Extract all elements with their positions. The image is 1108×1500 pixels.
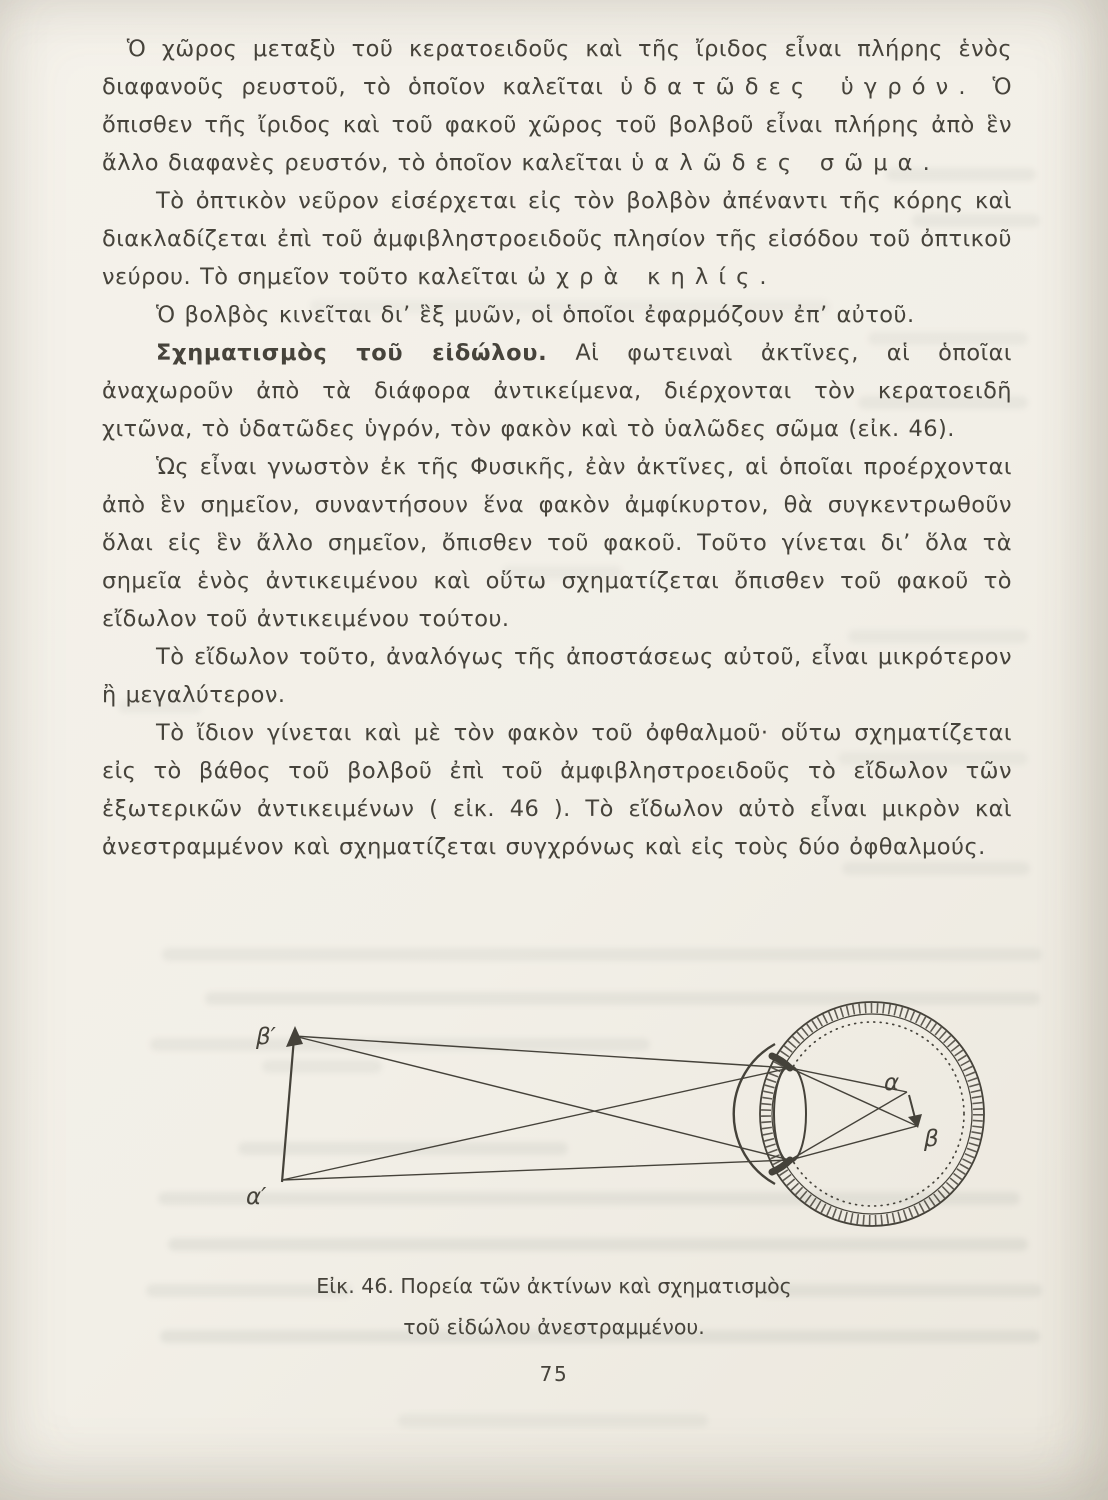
label-object-bottom: α′ (246, 1184, 267, 1210)
emphasized-term-vitreous-body: ὑαλῶδες σῶμα. (631, 150, 940, 176)
page-number: 75 (539, 1362, 569, 1386)
label-image-top: α (884, 1070, 900, 1096)
figure-46 (0, 992, 1108, 1348)
diagram-labels (246, 1024, 939, 1210)
caption-line-1: Εἰκ. 46. Πορεία τῶν ἀκτίνων καὶ σχηματισμὸς (316, 1274, 792, 1298)
ray-base-through-lens-top (282, 1068, 907, 1180)
body-text: Αἱ φωτειναὶ ἀκτῖνες, αἱ ὁποῖαι ἀναχωροῦν ἀπὸ τὰ διάφορα ἀντικείμενα, διέρχονται τὸν κερατοειδῆ χιτῶνα, τὸ ὑδατῶδες ὑγρόν, τὸν φακὸν καὶ τὸ ὑαλῶδες σῶμα (εἰκ. 46). (102, 340, 1012, 442)
ray-base-through-lens-bottom (282, 1092, 907, 1180)
paragraph-retinal-image (102, 714, 1012, 866)
section-lead-image-formation: Σχηματισμὸς τοῦ εἰδώλου. (156, 340, 548, 366)
paragraph-image-size (102, 638, 1012, 714)
ray-tip-through-lens-bottom (294, 1036, 917, 1160)
body-text: Ὁ ὄπισθεν τῆς ἴριδος καὶ τοῦ φακοῦ χῶρος τοῦ βολβοῦ εἶναι πλήρης ἀπὸ ἓν ἄλλο διαφανὲς ρευστόν, τὸ ὁποῖον καλεῖται (102, 74, 1013, 176)
figure-caption (0, 1266, 1108, 1348)
emphasized-term-macula: ὠχρὰ κηλίς. (527, 264, 777, 290)
label-image-bottom: β (924, 1126, 939, 1152)
body-text: Τὸ ὀπτικὸν νεῦρον εἰσέρχεται εἰς τὸν βολβὸν ἀπέναντι τῆς κόρης καὶ διακλαδίζεται ἐπὶ τοῦ ἀμφιβληστροειδοῦς πλησίον τῆς εἰσόδου τοῦ ὀπτικοῦ νεύρου. Τὸ σημεῖον τοῦτο καλεῖται (102, 188, 1012, 290)
eye-globe (734, 1002, 984, 1226)
bleed-through-artifact (162, 948, 1042, 961)
paragraph-humors (102, 30, 1012, 182)
caption-line-2: τοῦ εἰδώλου ἀνεστραμμένου. (403, 1315, 705, 1339)
paragraph-eye-muscles (102, 296, 1012, 334)
body-text: Τὸ ἴδιον γίνεται καὶ μὲ τὸν φακὸν τοῦ ὀφθαλμοῦ· οὕτω σχηματίζεται εἰς τὸ βάθος τοῦ βολβοῦ ἐπὶ τοῦ ἀμφιβληστροειδοῦς τὸ εἴδωλον τῶν ἐξωτερικῶν ἀντικειμένων ( εἰκ. 46 ). Τὸ εἴδωλον αὐτὸ εἶναι μικρὸν καὶ ἀνεστραμμένον καὶ σχηματίζεται συγχρόνως καὶ εἰς τοὺς δύο ὀφθαλμούς. (102, 720, 1012, 860)
body-text: Ὡς εἶναι γνωστὸν ἐκ τῆς Φυσικῆς, ἐὰν ἀκτῖνες, αἱ ὁποῖαι προέρχονται ἀπὸ ἓν σημεῖον, συναντήσουν ἕνα φακὸν ἀμφίκυρτον, θὰ συγκεντρωθοῦν ὅλαι εἰς ἓν ἄλλο σημεῖον, ὄπισθεν τοῦ φακοῦ. Τοῦτο γίνεται δι’ ὅλα τὰ σημεῖα ἑνὸς ἀντικειμένου καὶ οὕτω σχηματίζεται ὄπισθεν τοῦ φακοῦ τὸ εἴδωλον τοῦ ἀντικειμένου τούτου. (102, 454, 1012, 632)
lens-shape (774, 1066, 806, 1162)
body-text: Τὸ εἴδωλον τοῦτο, ἀναλόγως τῆς ἀποστάσεως αὐτοῦ, εἶναι μικρότερον ἢ μεγαλύτερον. (102, 644, 1012, 708)
label-object-top: β′ (256, 1024, 276, 1050)
bleed-through-artifact (398, 1414, 708, 1427)
body-text: Ὁ χῶρος μεταξὺ τοῦ κερατοειδοῦς καὶ τῆς ἴριδος εἶναι πλήρης ἑνὸς διαφανοῦς ρευστοῦ, τὸ ὁποῖον καλεῖται (102, 36, 1012, 100)
object-arrow (282, 1026, 303, 1182)
emphasized-term-aqueous-humor: ὑδατῶδες ὑγρόν. (620, 74, 976, 100)
eye-diagram (212, 992, 1032, 1242)
paragraph-physics-lens (102, 448, 1012, 638)
paragraph-image-formation (102, 334, 1012, 448)
body-text: Ὁ βολβὸς κινεῖται δι’ ἓξ μυῶν, οἱ ὁποῖοι ἐφαρμόζουν ἐπ’ αὐτοῦ. (156, 302, 915, 328)
retina-dotted-circle (780, 1022, 964, 1206)
paragraph-optic-nerve (102, 182, 1012, 296)
ray-tip-through-lens-top (294, 1036, 917, 1126)
light-rays (282, 1036, 917, 1180)
